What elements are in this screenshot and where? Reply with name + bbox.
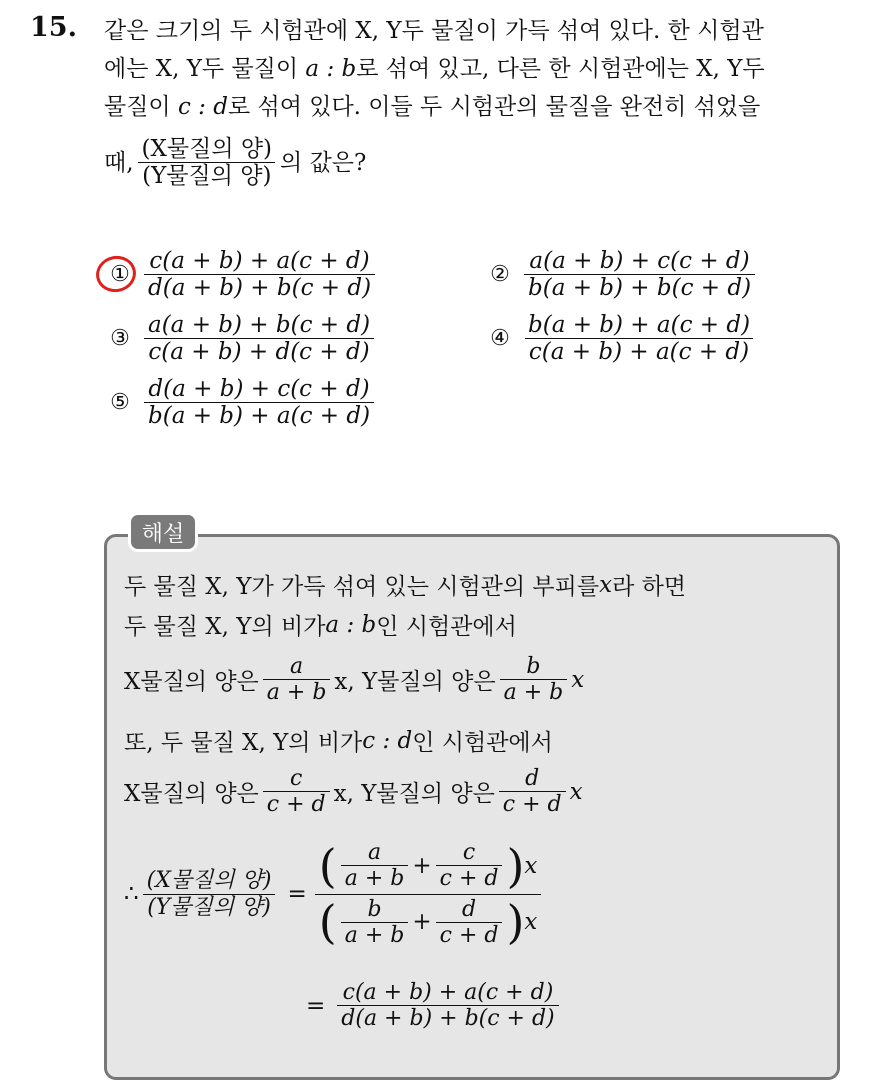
question-line-1: 같은 크기의 두 시험관에 X, Y두 물질이 가득 섞여 있다. 한 시험관 (104, 18, 764, 44)
big-den-frac-1 (341, 897, 409, 949)
rparen-1: ) (506, 838, 525, 893)
option-5-fraction (144, 376, 374, 430)
sol-big-den (315, 894, 542, 951)
sol-l5-frac-2 (499, 766, 566, 818)
big-den-cd: c + d (436, 922, 503, 948)
sol-result-den: d(a + b) + b(c + d) (337, 1005, 558, 1031)
sol-result-num: c(a + b) + a(c + d) (342, 980, 554, 1005)
q4-pre: 때, (104, 149, 134, 176)
option-4-mark: ④ (490, 326, 510, 352)
option-1-fraction (144, 248, 375, 302)
option-1-mark: ① (100, 262, 140, 287)
q3-ratio: c : d (177, 94, 228, 120)
sol-l3-frac-2 (500, 654, 568, 706)
option-4-den: c(a + b) + a(c + d) (525, 338, 753, 365)
lparen-1: ( (318, 838, 337, 893)
sol-l3-frac-1 (263, 654, 331, 706)
solution-line-4 (124, 724, 553, 757)
sol-l2-ratio: a : b (325, 611, 377, 638)
question-line-3 (104, 88, 864, 126)
question-number: 15. (30, 12, 77, 43)
sol-l4-post: 인 시험관에서 (412, 730, 553, 756)
question-fraction (138, 136, 277, 190)
sol-l5-c: x (569, 778, 583, 805)
equals-sign-1: = (287, 881, 307, 908)
sol-l5-f1-num: c (290, 766, 303, 791)
sol-l3-f1-den: a + b (263, 679, 331, 705)
sol-l1-pre: 두 물질 X, Y가 가득 섞여 있는 시험관의 부피를 (124, 574, 600, 600)
option-5-den: b(a + b) + a(c + d) (144, 402, 374, 429)
option-5-mark: ⑤ (110, 390, 130, 416)
sol-l4-ratio: c : d (362, 727, 413, 754)
sol-result-fraction (337, 980, 558, 1032)
question-frac-den: (Y물질의 양) (138, 162, 275, 189)
sol-l3-a: X물질의 양은 (124, 669, 259, 696)
solution-line-2 (124, 608, 517, 641)
sol-l5-f2-num: d (525, 766, 540, 791)
sol-lhs-fraction (143, 868, 276, 920)
option-1-num: c(a + b) + a(c + d) (149, 248, 370, 274)
lparen-2: ( (318, 895, 337, 950)
question-frac-num: (X물질의 양) (141, 136, 273, 162)
sol-l3-c: x (571, 666, 585, 693)
sol-l1-post: 라 하면 (612, 574, 687, 600)
option-1[interactable] (100, 248, 379, 302)
option-3-mark: ③ (110, 326, 130, 352)
plus-2: + (412, 909, 432, 936)
sol-l4-pre: 또, 두 물질 X, Y의 비가 (124, 730, 363, 756)
q2-post: 로 섞여 있고, 다른 한 시험관에는 X, Y두 (356, 56, 765, 82)
sol-l2-post: 인 시험관에서 (376, 614, 517, 640)
solution-result (306, 980, 563, 1032)
option-4-fraction (524, 312, 754, 366)
sol-lhs-num: (X물질의 양) (146, 868, 272, 894)
sol-l5-b: x, Y물질의 양은 (333, 781, 495, 808)
sol-l5-frac-1 (263, 766, 330, 818)
big-den-b: b (367, 896, 382, 922)
equals-sign-2: = (306, 992, 326, 1019)
q2-pre: 에는 X, Y두 물질이 (104, 56, 306, 82)
sol-lhs-den: (Y물질의 양) (143, 894, 275, 920)
solution-line-5 (124, 766, 583, 818)
q3-pre: 물질이 (104, 94, 178, 120)
option-2-mark: ② (490, 262, 510, 288)
option-4[interactable] (480, 312, 758, 366)
sol-l5-f1-den: c + d (263, 791, 330, 817)
sol-l3-f1-num: a (290, 654, 304, 679)
big-num-x: x (524, 852, 538, 879)
solution-tag: 해설 (128, 512, 198, 552)
question-line-2 (104, 50, 864, 88)
option-4-num: b(a + b) + a(c + d) (528, 312, 751, 338)
big-num-a: a (367, 840, 382, 865)
option-2-fraction (524, 248, 755, 302)
plus-1: + (412, 852, 432, 879)
sol-l1-var: x (599, 571, 613, 598)
option-2-num: a(a + b) + c(c + d) (529, 248, 750, 274)
sol-l3-f2-num: b (526, 654, 541, 679)
big-num-c: c (462, 840, 476, 865)
option-3-fraction (144, 312, 374, 366)
option-3-num: a(a + b) + b(c + d) (148, 312, 371, 338)
big-num-ab: a + b (341, 865, 409, 891)
therefore-sign: ∴ (124, 881, 139, 908)
question-line-4 (104, 136, 366, 190)
option-2[interactable] (480, 248, 759, 302)
q4-post: 의 값은? (280, 149, 367, 176)
big-num-cd: c + d (436, 865, 503, 891)
big-den-d: d (461, 896, 477, 922)
sol-l3-b: x, Y물질의 양은 (334, 669, 496, 696)
question-text (104, 12, 864, 190)
sol-big-num (315, 838, 542, 894)
big-den-frac-2 (436, 897, 503, 949)
big-num-frac-1 (341, 840, 409, 892)
option-1-den: d(a + b) + b(c + d) (144, 274, 375, 301)
solution-line-3 (124, 654, 584, 706)
big-den-x: x (524, 909, 538, 936)
sol-l5-a: X물질의 양은 (124, 781, 259, 808)
sol-l3-f2-den: a + b (500, 679, 568, 705)
solution-line-1 (124, 568, 686, 601)
q3-post: 로 섞여 있다. 이들 두 시험관의 물질을 완전히 섞었을 (227, 94, 761, 120)
selected-answer-circle (93, 253, 140, 297)
option-3[interactable] (100, 312, 378, 366)
big-num-frac-2 (436, 840, 503, 892)
option-5[interactable] (100, 376, 378, 430)
rparen-2: ) (506, 895, 525, 950)
big-den-ab: a + b (341, 922, 409, 948)
sol-l2-pre: 두 물질 X, Y의 비가 (124, 614, 326, 640)
option-3-den: c(a + b) + d(c + d) (144, 338, 373, 365)
q2-ratio: a : b (305, 56, 357, 82)
option-2-den: b(a + b) + b(c + d) (524, 274, 755, 301)
sol-big-fraction (315, 838, 542, 950)
sol-l5-f2-den: c + d (499, 791, 566, 817)
option-5-num: d(a + b) + c(c + d) (148, 376, 370, 402)
solution-equation (124, 838, 541, 950)
